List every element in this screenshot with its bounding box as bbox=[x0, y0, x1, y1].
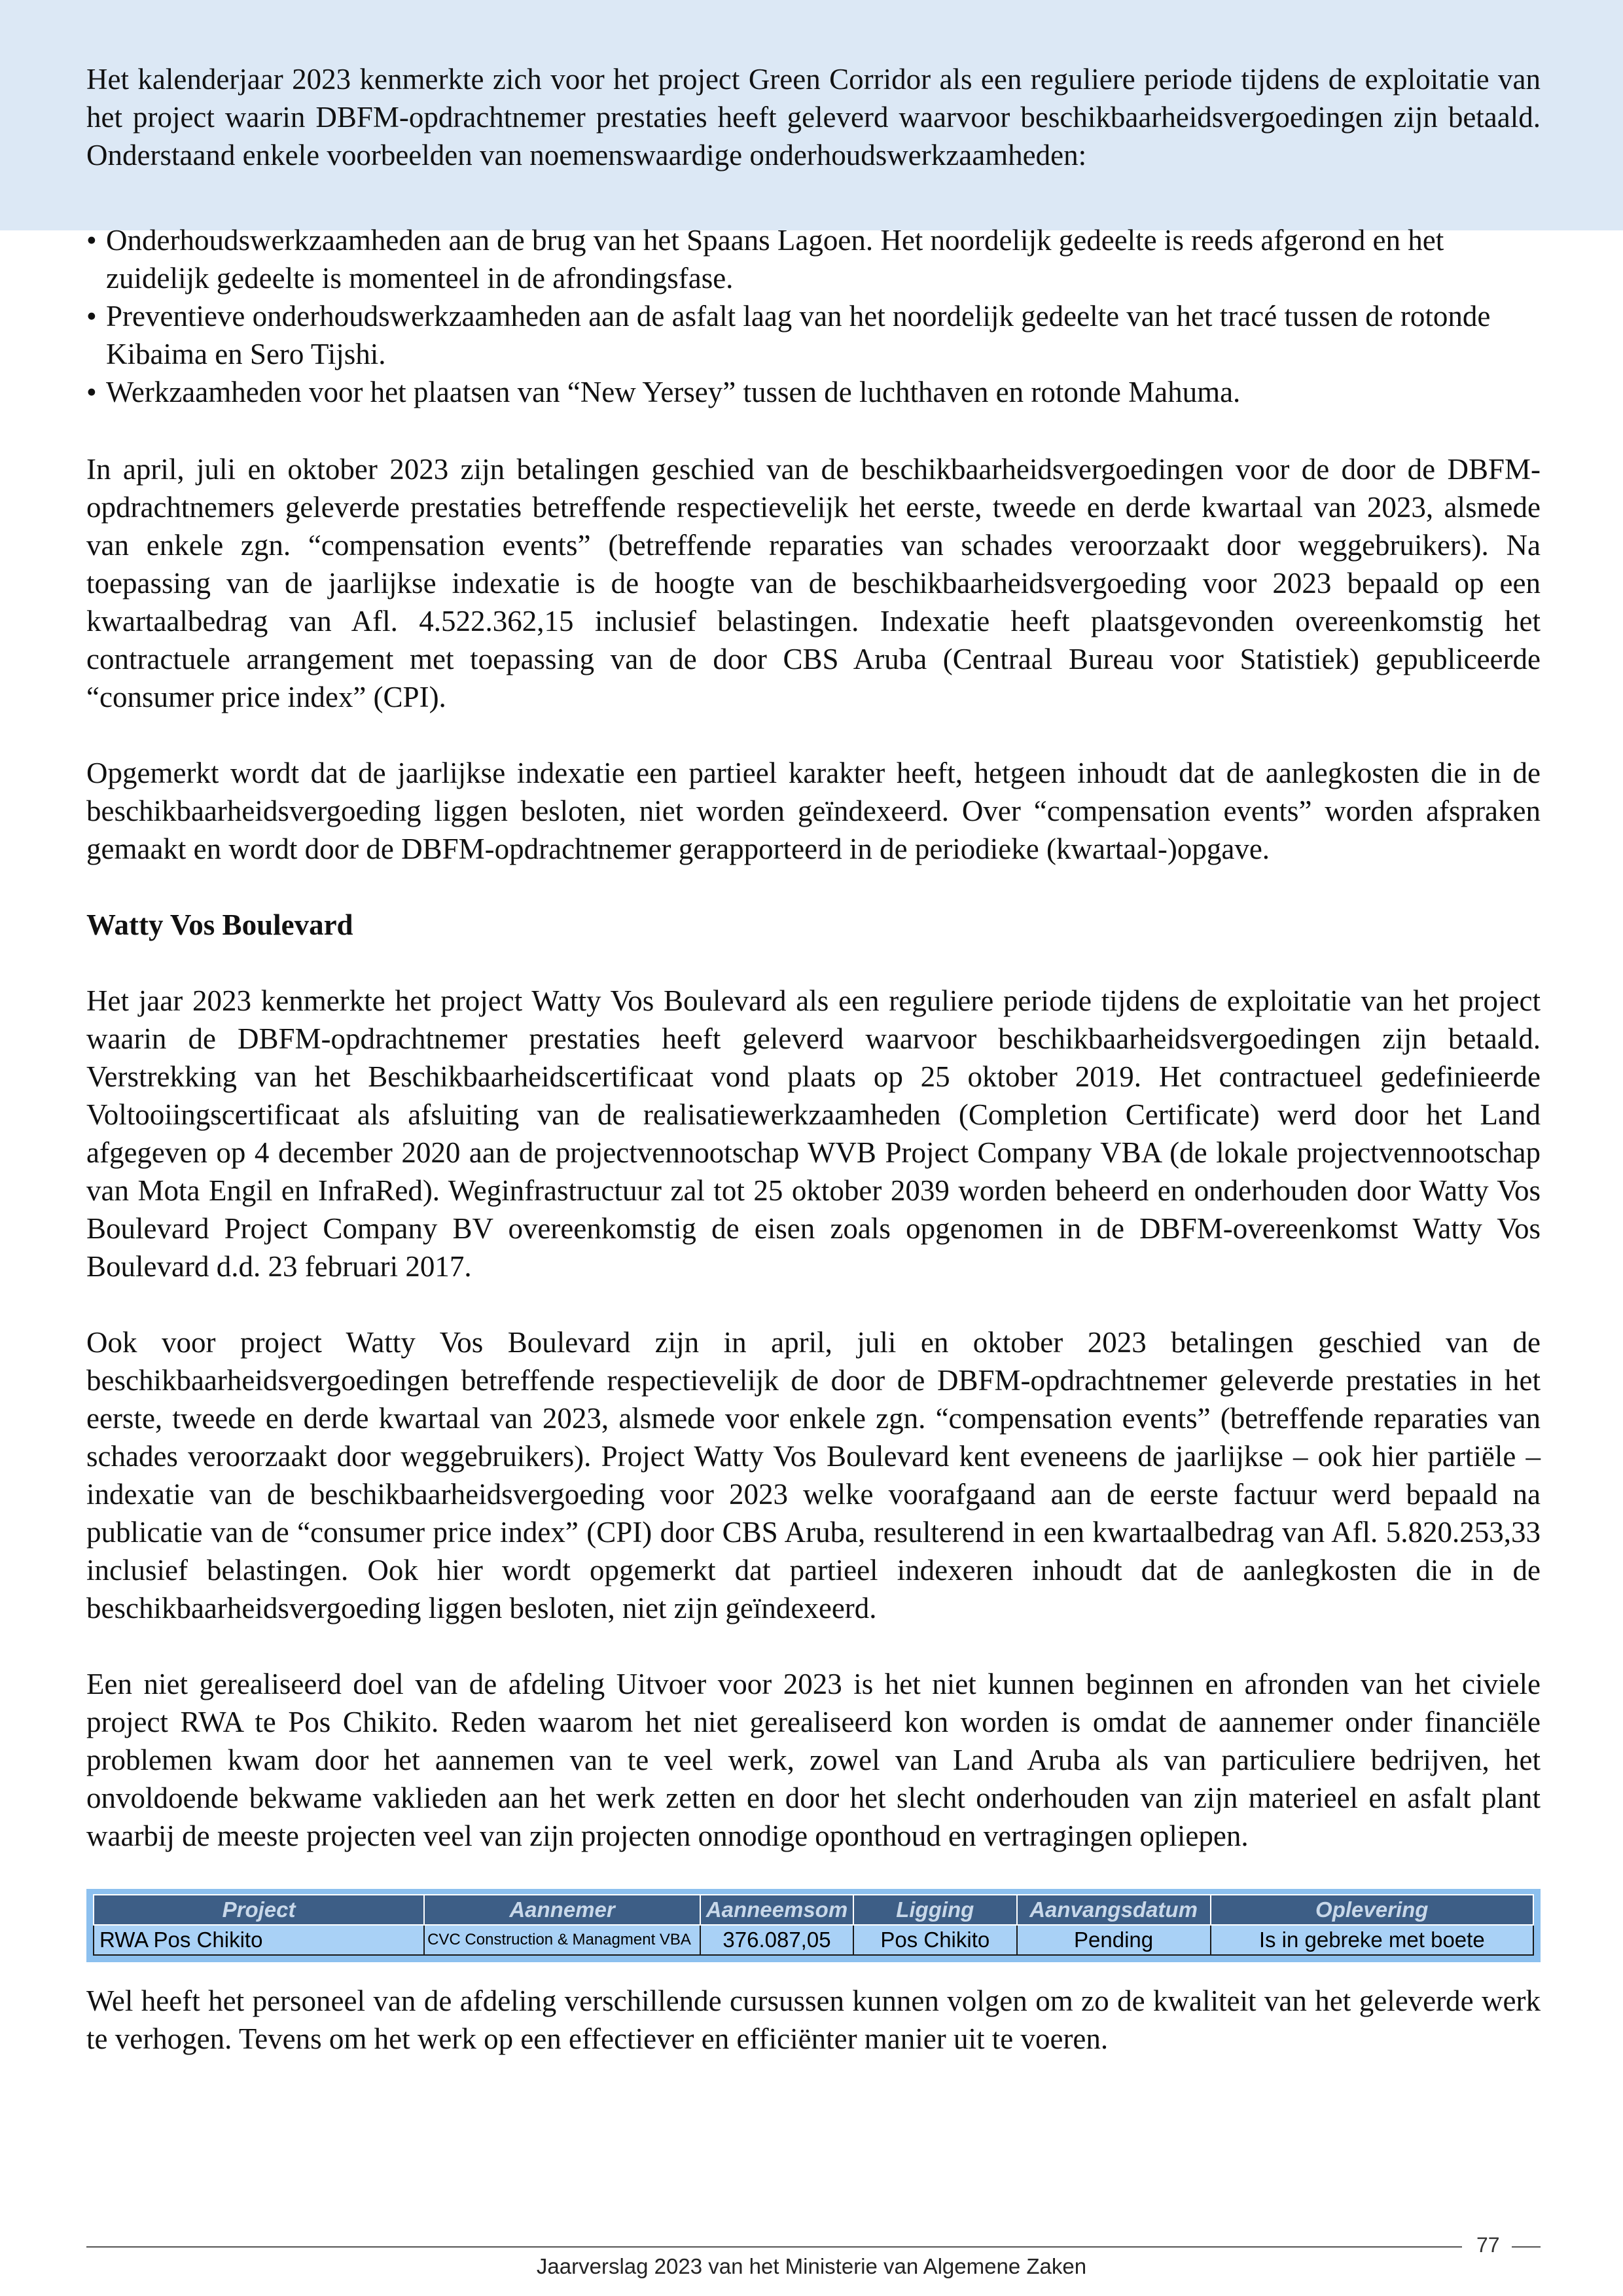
list-item: • Werkzaamheden voor het plaatsen van “New Yersey” tussen de luchthaven en rotonde Mahuma. bbox=[86, 373, 1541, 411]
cell-project: RWA Pos Chikito bbox=[94, 1925, 424, 1955]
payment-paragraph: In april, juli en oktober 2023 zijn betalingen geschied van de beschikbaarheidsvergoedingen voor de door de DBFM-opdrachtnemers geleverde prestaties betreffende respectievelijk het eerste, tweede en derde kwartaal van 2023, alsmede van enkele zgn. “compensation events” (betreffende reparaties van schades veroorzaakt door weggebruikers). Na toepassing van de jaarlijkse indexatie is de hoogte van de beschikbaarheidsvergoeding voor 2023 bepaald op een kwartaalbedrag van Afl. 4.522.362,15 inclusief belastingen. Indexatie heeft plaatsgevonden overeenkomstig het contractuele arrangement met toepassing van de door CBS Aruba (Centraal Bureau voor Statistiek) gepubliceerde “consumer price index” (CPI). bbox=[86, 453, 1541, 713]
cell-aanneemsom: 376.087,05 bbox=[700, 1925, 853, 1955]
indexation-paragraph: Opgemerkt wordt dat de jaarlijkse indexatie een partieel karakter heeft, hetgeen inhoudt dat de aanlegkosten die in de beschikbaarheidsvergoeding liggen besloten, niet worden geïndexeerd. Over “compensation events” worden afspraken gemaakt en wordt door de DBFM-opdrachtnemer gerapporteerd in de periodieke (kwartaal-)opgave. bbox=[86, 757, 1541, 865]
wvb-paragraph-2: Ook voor project Watty Vos Boulevard zijn in april, juli en oktober 2023 betalingen geschied van de beschikbaarheidsvergoedingen betreffende respectievelijk de door de DBFM-opdrachtnemer geleverde prestaties in het eerste, tweede en derde kwartaal van 2023, alsmede voor enkele zgn. “compensation events” (betreffende reparaties van schades veroorzaakt door weggebruikers). Project Watty Vos Boulevard kent eveneens de jaarlijkse – ook hier partiële – indexatie van de beschikbaarheidsvergoeding voor 2023 welke voorafgaand aan de eerste factuur werd bepaald na publicatie van de “consumer price index” (CPI) door CBS Aruba, resulterend in een kwartaalbedrag van Afl. 5.820.253,33 inclusief belastingen. Ook hier wordt opgemerkt dat partieel indexeren inhoudt dat de aanlegkosten die in de beschikbaarheidsvergoeding liggen besloten, niet zijn geïndexeerd. bbox=[86, 1326, 1541, 1624]
cell-aanvangsdatum: Pending bbox=[1017, 1925, 1211, 1955]
col-header-ligging: Ligging bbox=[853, 1895, 1017, 1925]
list-item: • Onderhoudswerkzaamheden aan de brug van het Spaans Lagoen. Het noordelijk gedeelte is reeds afgerond en het zuidelijk gedeelte is momenteel in de afrondingsfase. bbox=[86, 221, 1541, 297]
page-content bbox=[86, 60, 1541, 2058]
unrealized-goal-paragraph: Een niet gerealiseerd doel van de afdeling Uitvoer voor 2023 is het niet kunnen beginnen en afronden van het civiele project RWA te Pos Chikito. Reden waarom het niet gerealiseerd kon worden is omdat de aannemer onder financiële problemen kwam door het aannemen van te veel werk, zowel van Land Aruba als van particuliere bedrijven, het onvoldoende bekwame vaklieden aan het werk zetten en door het slecht onderhouden van zijn materieel en asfalt plant waarbij de meeste projecten veel van zijn projecten onnodige oponthoud en vertragingen opliepen. bbox=[86, 1668, 1541, 1852]
footer-dash bbox=[1512, 2246, 1541, 2248]
maintenance-list bbox=[86, 221, 1541, 411]
project-table-frame bbox=[86, 1889, 1541, 1962]
table-header-row bbox=[94, 1895, 1533, 1925]
footer-divider bbox=[86, 2246, 1462, 2248]
page-number: 77 bbox=[1476, 2233, 1500, 2257]
cell-oplevering: Is in gebreke met boete bbox=[1211, 1925, 1534, 1955]
bullet-icon: • bbox=[86, 376, 97, 408]
footer-title: Jaarverslag 2023 van het Ministerie van Algemene Zaken bbox=[536, 2254, 1087, 2278]
col-header-project: Project bbox=[94, 1895, 424, 1925]
col-header-aanvangsdatum: Aanvangsdatum bbox=[1017, 1895, 1211, 1925]
closing-paragraph: Wel heeft het personeel van de afdeling verschillende cursussen kunnen volgen om zo de kwaliteit van het geleverde werk te verhogen. Tevens om het werk op een effectiever en efficiënter manier uit te voeren. bbox=[86, 1984, 1541, 2055]
cell-aannemer: CVC Construction & Managment VBA bbox=[424, 1925, 700, 1955]
section-heading: Watty Vos Boulevard bbox=[86, 908, 353, 941]
project-table bbox=[93, 1894, 1534, 1956]
list-item: • Preventieve onderhoudswerkzaamheden aan de asfalt laag van het noordelijk gedeelte van het tracé tussen de rotonde Kibaima en Sero Tijshi. bbox=[86, 297, 1541, 373]
col-header-aannemer: Aannemer bbox=[424, 1895, 700, 1925]
bullet-icon: • bbox=[86, 300, 97, 332]
col-header-oplevering: Oplevering bbox=[1211, 1895, 1534, 1925]
col-header-aanneemsom: Aanneemsom bbox=[700, 1895, 853, 1925]
cell-ligging: Pos Chikito bbox=[853, 1925, 1017, 1955]
intro-paragraph: Het kalenderjaar 2023 kenmerkte zich voor het project Green Corridor als een reguliere periode tijdens de exploitatie van het project waarin DBFM-opdrachtnemer prestaties heeft geleverd waarvoor beschikbaarheidsvergoedingen zijn betaald. Onderstaand enkele voorbeelden van noemenswaardige onderhoudswerkzaamheden: bbox=[86, 63, 1541, 171]
table-row bbox=[94, 1925, 1533, 1955]
bullet-icon: • bbox=[86, 224, 97, 257]
wvb-paragraph-1: Het jaar 2023 kenmerkte het project Watty Vos Boulevard als een reguliere periode tijdens de exploitatie van het project waarin de DBFM-opdrachtnemer prestaties heeft geleverd waarvoor beschikbaarheidsvergoedingen zijn betaald. Verstrekking van het Beschikbaarheidscertificaat vond plaats op 25 oktober 2019. Het contractueel gedefinieerde Voltooiingscertificaat als afsluiting van de realisatiewerkzaamheden (Completion Certificate) werd door het Land afgegeven op 4 december 2020 aan de projectvennootschap WVB Project Company VBA (de lokale projectvennootschap van Mota Engil en InfraRed). Weginfrastructuur zal tot 25 oktober 2039 worden beheerd en onderhouden door Watty Vos Boulevard Project Company BV overeenkomstig de eisen zoals opgenomen in de DBFM-overeenkomst Watty Vos Boulevard d.d. 23 februari 2017. bbox=[86, 984, 1541, 1283]
